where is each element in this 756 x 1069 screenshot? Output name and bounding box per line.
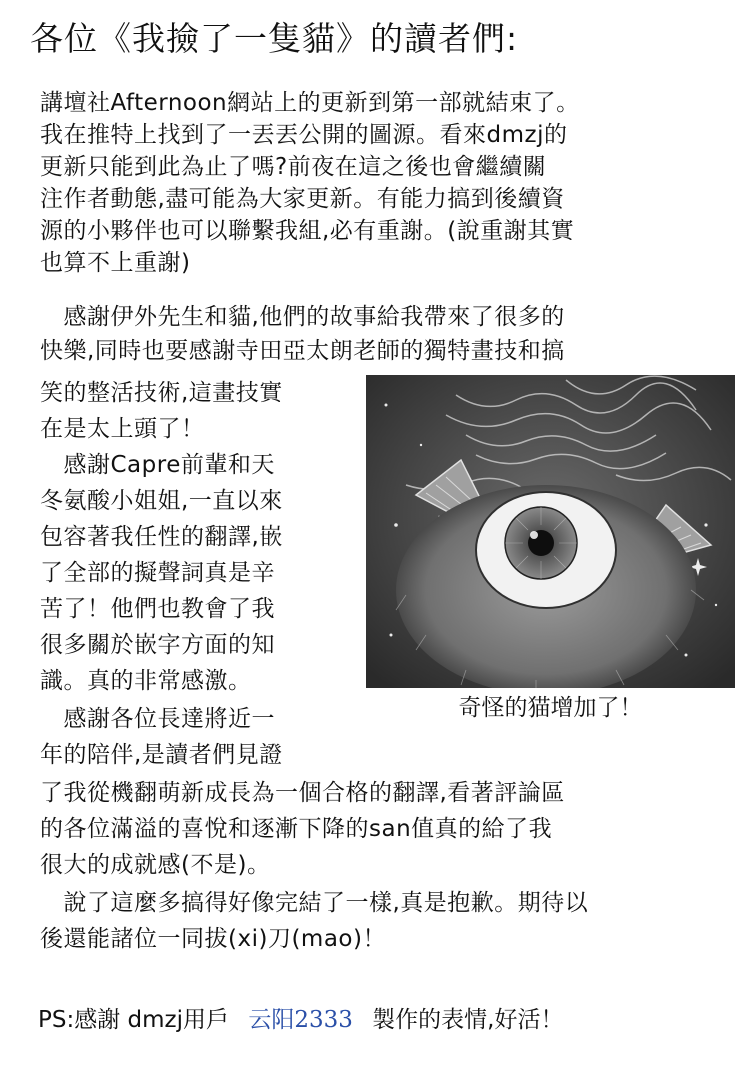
ps-suffix: 製作的表情,好活！ [372, 1007, 564, 1033]
text-line: 說了這麼多搞得好像完結了一樣,真是抱歉。期待以 [40, 890, 589, 916]
ps-line [38, 1004, 563, 1036]
text-line: 我在推特上找到了一丟丟公開的圖源。看來dmzj的 [40, 122, 568, 148]
text-line: 年的陪伴,是讀者們見證 [40, 742, 283, 768]
text-line: 後還能諸位一同拔(xi)刀(mao)！ [40, 926, 386, 952]
image-caption: 奇怪的猫增加了！ [458, 695, 643, 721]
text-line: 也算不上重謝) [40, 250, 191, 276]
text-line: 識。真的非常感激。 [40, 668, 252, 694]
text-line: 了我從機翻萌新成長為一個合格的翻譯,看著評論區 [40, 780, 565, 806]
text-line: 注作者動態,盡可能為大家更新。有能力搞到後續資 [40, 186, 565, 212]
text-line: 在是太上頭了！ [40, 416, 205, 442]
text-line: 講壇社Afternoon網站上的更新到第一部就結束了。 [40, 90, 580, 116]
strange-cat-illustration [366, 375, 735, 688]
text-line: 感謝Capre前輩和天 [40, 452, 275, 478]
text-line: 源的小夥伴也可以聯繫我組,必有重謝。(說重謝其實 [40, 218, 575, 244]
text-line: 很大的成就感(不是)。 [40, 852, 271, 878]
text-line: 笑的整活技術,這畫技實 [40, 380, 283, 406]
text-line: 了全部的擬聲詞真是辛 [40, 560, 275, 586]
text-line: 感謝伊外先生和貓,他們的故事給我帶來了很多的 [40, 304, 565, 330]
text-line: 感謝各位長達將近一 [40, 706, 275, 732]
text-line: 包容著我任性的翻譯,嵌 [40, 524, 283, 550]
text-line: 冬氨酸小姐姐,一直以來 [40, 488, 283, 514]
text-line: 苦了！他們也教會了我 [40, 596, 275, 622]
page-title: 各位《我撿了一隻貓》的讀者們: [30, 19, 519, 58]
ps-prefix: PS:感謝 dmzj用戶 [38, 1007, 229, 1033]
text-line: 很多關於嵌字方面的知 [40, 632, 275, 658]
ps-username: 云阳2333 [248, 1007, 353, 1033]
text-line: 快樂,同時也要感謝寺田亞太朗老師的獨特畫技和搞 [40, 338, 565, 364]
text-line: 的各位滿溢的喜悅和逐漸下降的san值真的給了我 [40, 816, 553, 842]
text-line: 更新只能到此為止了嗎?前夜在這之後也會繼續關 [40, 154, 547, 180]
